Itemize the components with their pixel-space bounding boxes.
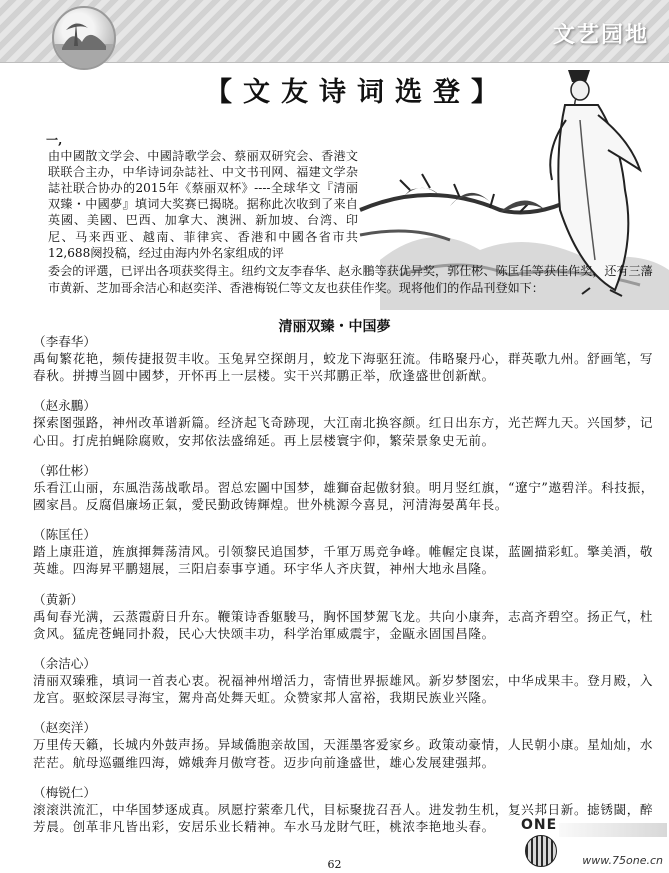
poem-text: 禹甸繁花艳，频传捷报贺丰收。玉兔昇空探朗月，蛟龙下海驱狂流。伟略聚丹心，群英歌九州。舒画笔，写春秋。拼搏当圆中國梦，开怀再上一层楼。实干兴邦鹏正举，欣逢盛世创新猷。 (33, 351, 654, 384)
poem-author: （赵永鵬） (33, 398, 96, 414)
poem-item (33, 397, 657, 448)
intro-section-marker: 一, (46, 133, 63, 147)
poem-list (33, 333, 657, 848)
poem-text: 滚滚洪流汇，中华国梦逐成真。夙愿拧萦牽几代，目标聚拢召吾人。进发勃生机，复兴邦日新。摅锈閾，醉芳晨。创革非凡皆出彩，安居乐业长精神。车水马龙財气旺，桃浓李艳地头春。 (33, 801, 654, 835)
watermark-brand: ONE (521, 817, 558, 833)
poem-item (33, 462, 657, 513)
watermark (509, 815, 669, 873)
article-title: 【文友诗词选登】 (205, 77, 509, 108)
poem-text: 清丽双臻雅，填词一首表心衷。祝福神州增活力，寄情世界振雄风。新岁梦图宏，中华成果丰。登月殿，入龙宫。驱蛟深层寻海宝，駕舟高处舞天虹。众赞家邦人富裕，我期民族业兴隆。 (33, 673, 654, 706)
intro-paragraph-narrow (48, 132, 358, 261)
poem-text: 踏上康莊道，旌旗揮舞荡清风。引领黎民追国梦，千軍万馬竞争峰。帷幄定良谋，蓝圖描彩虹。擎美酒，敬英雄。四海昇平鹏翅展，三阳启泰事亨通。环宇华人齐庆賀，神州大地永昌隆。 (33, 544, 654, 577)
poem-author: （赵奕洋） (33, 720, 96, 736)
poem-collection-title: 清丽双臻・中国夢 (278, 319, 391, 335)
poem-author: （陈匡任） (33, 527, 96, 543)
poem-item (33, 719, 657, 770)
poem-item (33, 655, 657, 706)
poem-author: （余洁心） (33, 656, 96, 672)
poem-item (33, 526, 657, 577)
intro-text-wide: 委会的评選，已评出各项获奖得主。纽约文友李春华、赵永鵬等获优异奖，郭仕彬、陈匡任等获佳作奖，还有三藩市黄新、芝加哥余洁心和赵奕洋、香港梅锐仁等文友也获佳作奖。现将他们的作品刊登如下： (48, 264, 653, 295)
header-banner (0, 0, 669, 63)
poem-author: （梅锐仁） (33, 784, 96, 800)
section-title: 文艺园地 (552, 23, 649, 48)
poem-item (33, 591, 657, 642)
watermark-stripe (559, 823, 667, 837)
page-number: 62 (327, 858, 342, 871)
intro-text-narrow: 由中國散文学会、中國詩歌学会、蔡丽双研究会、香港文联联合主办，中华诗词杂誌社、中文书刊网、福建文学杂誌社联合协办的2015年《蔡丽双杯》----全球华文『清丽双臻・中國夢』填词大奖赛已揭晓。据称此次收到了来自英國、美國、巴西、加拿大、澳洲、新加坡、台湾、印尼、马来西亚、越南、菲律宾、香港和中國各省市共12,688阕投稿，经过由海内外名家组成的评 (48, 149, 358, 260)
poem-item (33, 333, 657, 384)
poem-author: （李春华） (33, 334, 96, 349)
watermark-url: www.75one.cn (582, 854, 663, 867)
globe-icon (525, 835, 557, 867)
poem-author: （郭仕彬） (33, 462, 96, 478)
poem-text: 禹甸春光满，云蒸霞蔚日升东。鞭策诗香躯駿马，胸怀国梦駕飞龙。共向小康奔，志高齐碧空。扬正气，杜贪风。猛虎苍蝇同扑殺，民心大快颂丰功，科学治軍威震宇，金甌永固国昌隆。 (33, 608, 654, 641)
poem-author: （黄新） (33, 591, 84, 607)
poem-text: 万里传天籟，长城内外鼓声扬。异域僑胞亲故国，天涯墨客爱家乡。政策动豪情，人民朝小康。星灿灿，水茫茫。航母巡疆维四海，嫦娥奔月傲穹苍。迈步向前逢盛世，雄心发展建强邦。 (33, 737, 654, 770)
magazine-logo-icon (52, 6, 116, 70)
poem-text: 乐看江山丽，东風浩荡战歌昂。習总宏圖中国梦，雄獅奋起傲豺狼。明月竖红旗，“遼宁”遨碧洋。科技振，國家昌。反腐倡廉场正氣，愛民勤政铸輝煌。世外桃源今喜見，河清海晏萬年長。 (33, 479, 654, 513)
poem-text: 探索图强路，神州改革谱新篇。经济起飞奇跡现，大江南北换容颜。红日出东方，光芒辉九天。兴国梦，记心田。打虎拍蝇除腐败，安邦依法盛绵延。再上层楼寰宇仰，繁荣景象史无前。 (33, 415, 654, 448)
